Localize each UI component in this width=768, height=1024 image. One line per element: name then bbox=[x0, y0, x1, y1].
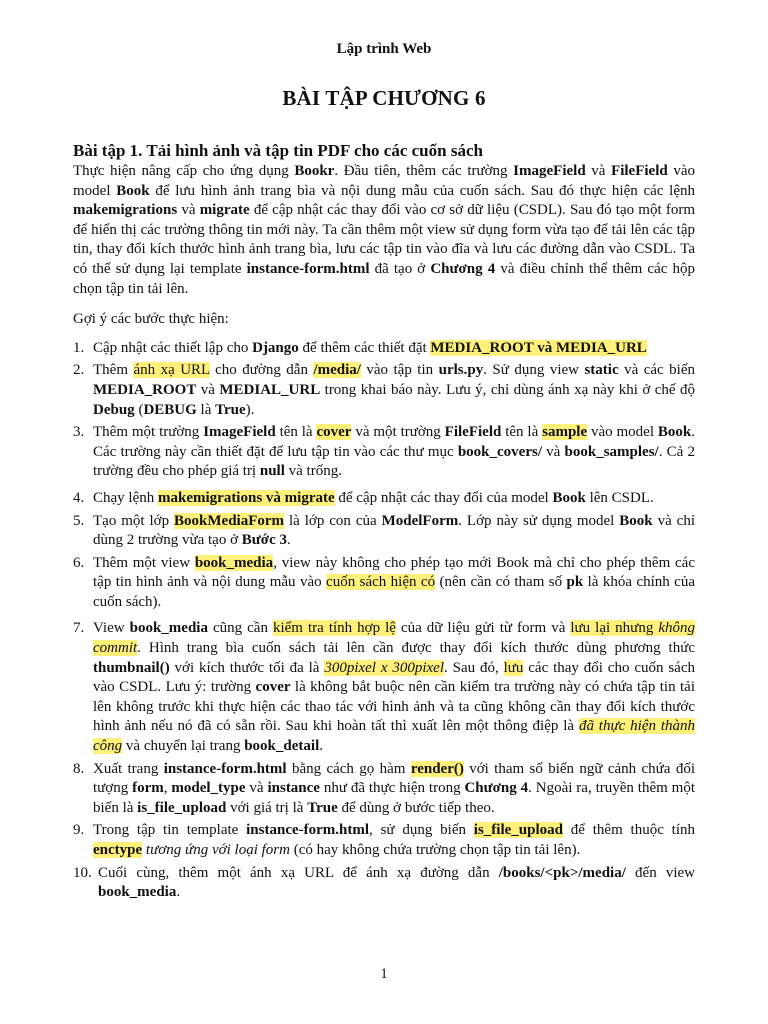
text-run: để dùng ở bước tiếp theo. bbox=[337, 799, 495, 816]
highlighted-text: không commit bbox=[93, 620, 695, 657]
bold-text: True bbox=[307, 799, 338, 816]
text-run: và một trường bbox=[351, 424, 445, 441]
bold-text: urls.py bbox=[438, 362, 484, 379]
highlighted-text: book_media bbox=[194, 554, 274, 571]
text-run: các thay đổi cho cuốn sách vào CSDL. Lưu ý: trường bbox=[93, 659, 695, 696]
step-number: 8. bbox=[73, 760, 85, 777]
highlighted-text: BookMediaForm bbox=[174, 512, 285, 529]
bold-text: True bbox=[215, 401, 246, 418]
bold-text: Django bbox=[252, 339, 299, 356]
text-run: . Đầu tiên, thêm các trường bbox=[334, 163, 514, 179]
text-run: (nên cần có tham số bbox=[435, 574, 567, 591]
bold-text: instance bbox=[267, 780, 320, 797]
bold-text: instance-form.html bbox=[163, 760, 287, 777]
exercise-heading: Bài tập 1. Tải hình ảnh và tập tin PDF cho các cuốn sách bbox=[73, 141, 483, 160]
text-run: và chuyển lại trang bbox=[122, 738, 245, 755]
text-run: , view này không cho phép tạo mới Book mà chỉ cho phép thêm các tập tin hình ảnh và nội dung mẫu vào bbox=[93, 554, 695, 591]
text-run: . Sau đó, bbox=[444, 659, 504, 676]
text-run: đến view bbox=[625, 864, 696, 881]
text-run: , sử dụng biến bbox=[369, 822, 474, 839]
step-item bbox=[73, 361, 695, 420]
text-run: . Các trường này cần thiết đặt để lưu tập tin vào các thư mục bbox=[93, 424, 695, 460]
text-run: và các biến bbox=[618, 362, 695, 379]
bold-text: book_media bbox=[129, 620, 208, 637]
bold-text: book_samples/ bbox=[564, 443, 659, 460]
text-run: là khóa chính của cuốn sách). bbox=[93, 574, 696, 610]
text-run: tên là bbox=[501, 424, 543, 441]
text-run: View bbox=[93, 620, 130, 637]
highlighted-text: enctype bbox=[93, 842, 143, 858]
bold-text: static bbox=[584, 362, 619, 379]
text-run: để thêm các thiết đặt bbox=[298, 339, 431, 356]
text-run: . bbox=[319, 738, 323, 755]
bold-text: book_media bbox=[98, 884, 177, 901]
bold-text: Bước 3 bbox=[241, 532, 288, 549]
bold-text: is_file_upload bbox=[137, 799, 227, 816]
steps-list bbox=[73, 339, 695, 903]
intro-paragraph bbox=[73, 162, 695, 299]
bold-text: MEDIA_ROOT bbox=[93, 381, 197, 398]
step-number: 10. bbox=[73, 864, 92, 881]
text-run: với giá trị là bbox=[226, 799, 308, 816]
text-run: cho đường dẫn bbox=[209, 362, 314, 379]
highlighted-text: makemigrations và migrate bbox=[158, 489, 335, 506]
bold-text: DEBUG bbox=[143, 401, 197, 418]
text-run: Xuất trang bbox=[93, 760, 164, 777]
text-run: . Cả 2 trường đều cho phép giá trị bbox=[93, 443, 695, 480]
text-run: là không bắt buộc nên cần kiểm tra trường này có chứa tập tin tải lên không trước khi thực hiện các thao tác với hình ảnh và ta cũng không cần thay đổi kích thước hình ảnh nếu nó đã có sẵn rồi. Sau khi hoàn tất thì xuất lên một thông điệp là bbox=[93, 679, 696, 735]
text-run: vào model bbox=[73, 163, 695, 199]
step-item bbox=[73, 619, 695, 756]
highlighted-text: render() bbox=[410, 760, 464, 777]
bold-text: ImageField bbox=[513, 163, 586, 179]
text-run: . Lớp này sử dụng model bbox=[458, 512, 620, 529]
bold-text: thumbnail() bbox=[93, 659, 170, 676]
text-run: Chạy lệnh bbox=[93, 489, 158, 506]
bold-text: pk bbox=[566, 574, 584, 591]
step-item bbox=[73, 554, 695, 613]
bold-text: Book bbox=[619, 512, 653, 529]
text-run: của dữ liệu gửi từ form và bbox=[395, 620, 571, 637]
text-run: Thực hiện nâng cấp cho ứng dụng bbox=[73, 163, 295, 179]
bold-text: null bbox=[259, 463, 285, 480]
page-content bbox=[73, 140, 695, 906]
page-number: 1 bbox=[380, 966, 388, 982]
text-run: và bbox=[196, 381, 220, 398]
text-run: Thêm một trường bbox=[93, 424, 204, 441]
text-run: . bbox=[176, 884, 181, 901]
text-run: là bbox=[196, 401, 216, 418]
text-run: đã tạo ở bbox=[369, 260, 431, 277]
step-number: 5. bbox=[73, 512, 85, 529]
text-run: . Ngoài ra, truyền thêm một biến là bbox=[93, 780, 695, 816]
text-run: với kích thước tối đa là bbox=[169, 659, 325, 676]
bold-text: FileField bbox=[611, 163, 668, 179]
bold-text: Bookr bbox=[294, 163, 335, 179]
text-run: để cập nhật các thay đổi vào cơ sở dữ liệu (CSDL). Sau đó tạo một form để hiển thị các trường thông tin mới này. Ta cần thêm một view sử dụng form vừa tạo để tải lên các tập tin, thay đổi kích thước hình ảnh trang bìa, lưu các tập tin vào đĩa và lưu các đường dẫn vào CSDL. Ta có thể sử dụng lại template bbox=[73, 202, 695, 277]
highlighted-text: sample bbox=[542, 424, 588, 441]
text-run: là lớp con của bbox=[284, 512, 382, 529]
text-run: Tạo một lớp bbox=[93, 512, 175, 529]
bold-text: FileField bbox=[444, 424, 502, 441]
text-run: (có hay không chứa trường chọn tập tin tải lên). bbox=[289, 842, 581, 858]
bold-text: /books/<pk>/media/ bbox=[498, 864, 626, 881]
text-run: để lưu hình ảnh trang bìa và nội dung mẫu của cuốn sách. Sau đó thực hiện các lệnh bbox=[149, 182, 696, 199]
text-run: ( bbox=[134, 401, 144, 418]
step-item bbox=[73, 760, 695, 819]
step-item bbox=[73, 489, 695, 509]
highlighted-text: lưu bbox=[503, 659, 524, 676]
step-item bbox=[73, 423, 695, 482]
highlighted-text: đã thực hiện thành công bbox=[93, 718, 696, 755]
text-run: . bbox=[287, 532, 291, 549]
step-item bbox=[73, 512, 695, 551]
bold-text: Book bbox=[552, 489, 586, 506]
chapter-title: BÀI TẬP CHƯƠNG 6 bbox=[282, 86, 486, 110]
bold-text: MEDIAL_URL bbox=[219, 381, 321, 398]
bold-text: model_type bbox=[171, 780, 246, 797]
text-run: Thêm một view bbox=[93, 554, 195, 571]
text-run: . Sử dụng view bbox=[483, 362, 585, 379]
text-run: và chỉ dùng 2 trường vừa tạo ở bbox=[93, 512, 695, 549]
step-item bbox=[73, 864, 695, 903]
highlighted-text: is_file_upload bbox=[473, 822, 563, 839]
bold-text: Chương 4 bbox=[464, 780, 529, 797]
text-run: Thêm bbox=[93, 362, 134, 379]
text-run: để cập nhật các thay đổi của model bbox=[334, 489, 553, 506]
bold-text: migrate bbox=[199, 202, 250, 219]
bold-text: form bbox=[132, 780, 164, 797]
intro-text bbox=[73, 162, 695, 299]
step-number: 9. bbox=[73, 822, 85, 839]
step-item bbox=[73, 339, 695, 359]
text-run: vào model bbox=[587, 424, 658, 441]
text-run: để thêm thuộc tính bbox=[562, 822, 695, 839]
text-run: và điều chỉnh thể thêm các hộp chọn tập tin tải lên. bbox=[73, 260, 695, 297]
text-run: Cuối cùng, thêm một ánh xạ URL để ánh xạ đường dẫn bbox=[98, 864, 499, 881]
bold-text: makemigrations bbox=[73, 202, 178, 219]
text-run: và trống. bbox=[284, 463, 342, 480]
text-run: với tham số biến ngữ cảnh chứa đối tượng bbox=[93, 760, 695, 797]
step-item bbox=[73, 821, 695, 860]
step-number: 1. bbox=[73, 339, 85, 356]
text-run: Cập nhật các thiết lập cho bbox=[93, 339, 253, 356]
text-run: và bbox=[542, 443, 565, 460]
hint-label: Gợi ý các bước thực hiện: bbox=[73, 311, 229, 328]
text-run: , bbox=[163, 780, 172, 797]
step-number: 6. bbox=[73, 554, 85, 571]
bold-text: cover bbox=[255, 679, 291, 696]
text-run: như đã thực hiện trong bbox=[319, 780, 465, 797]
bold-text: ImageField bbox=[203, 424, 276, 441]
step-number: 2. bbox=[73, 362, 85, 379]
step-number: 3. bbox=[73, 424, 85, 441]
text-run: tên là bbox=[275, 424, 317, 441]
highlighted-text: MEDIA_ROOT và MEDIA_URL bbox=[430, 339, 647, 356]
step-number: 4. bbox=[73, 489, 85, 506]
bold-text: book_covers/ bbox=[457, 443, 542, 460]
text-run: vào tập tin bbox=[360, 362, 439, 379]
text-run: cũng cần bbox=[207, 620, 273, 637]
bold-text: book_detail bbox=[244, 738, 320, 755]
highlighted-text: lưu lại nhưng bbox=[570, 620, 659, 637]
text-run: bằng cách gọ hàm bbox=[286, 760, 411, 777]
highlighted-text: kiểm tra tính hợp lệ bbox=[272, 620, 396, 637]
bold-text: Debug bbox=[93, 401, 135, 418]
text-run: và bbox=[585, 163, 612, 179]
bold-text: instance-form.html bbox=[246, 260, 370, 277]
highlighted-text: cuốn sách hiện có bbox=[326, 574, 436, 591]
page-header: Lập trình Web bbox=[336, 41, 432, 57]
highlighted-text: cover bbox=[316, 424, 352, 441]
text-run: và bbox=[245, 780, 268, 797]
italic-text: tương ứng với loại form bbox=[145, 842, 290, 858]
bold-text: Chương 4 bbox=[430, 260, 496, 277]
bold-text: ModelForm bbox=[381, 512, 459, 529]
step-number: 7. bbox=[73, 620, 85, 637]
text-run: Trong tập tin template bbox=[93, 822, 247, 839]
highlighted-text: 300pixel x 300pixel bbox=[324, 659, 445, 676]
highlighted-text: ánh xạ URL bbox=[133, 362, 210, 379]
bold-text: instance-form.html bbox=[246, 822, 370, 839]
highlighted-text: /media/ bbox=[313, 362, 361, 379]
bold-text: Book bbox=[657, 424, 692, 441]
text-run: ). bbox=[245, 401, 255, 418]
bold-text: Book bbox=[116, 182, 150, 199]
text-run: . Hình trang bìa cuốn sách tải lên cần được thay đổi kích thước dùng phương thức bbox=[137, 640, 695, 657]
text-run: trong khai báo này. Lưu ý, chỉ dùng ánh xạ này khi ở chế độ bbox=[320, 381, 695, 398]
text-run: và bbox=[177, 202, 200, 219]
text-run: lên CSDL. bbox=[585, 489, 654, 506]
